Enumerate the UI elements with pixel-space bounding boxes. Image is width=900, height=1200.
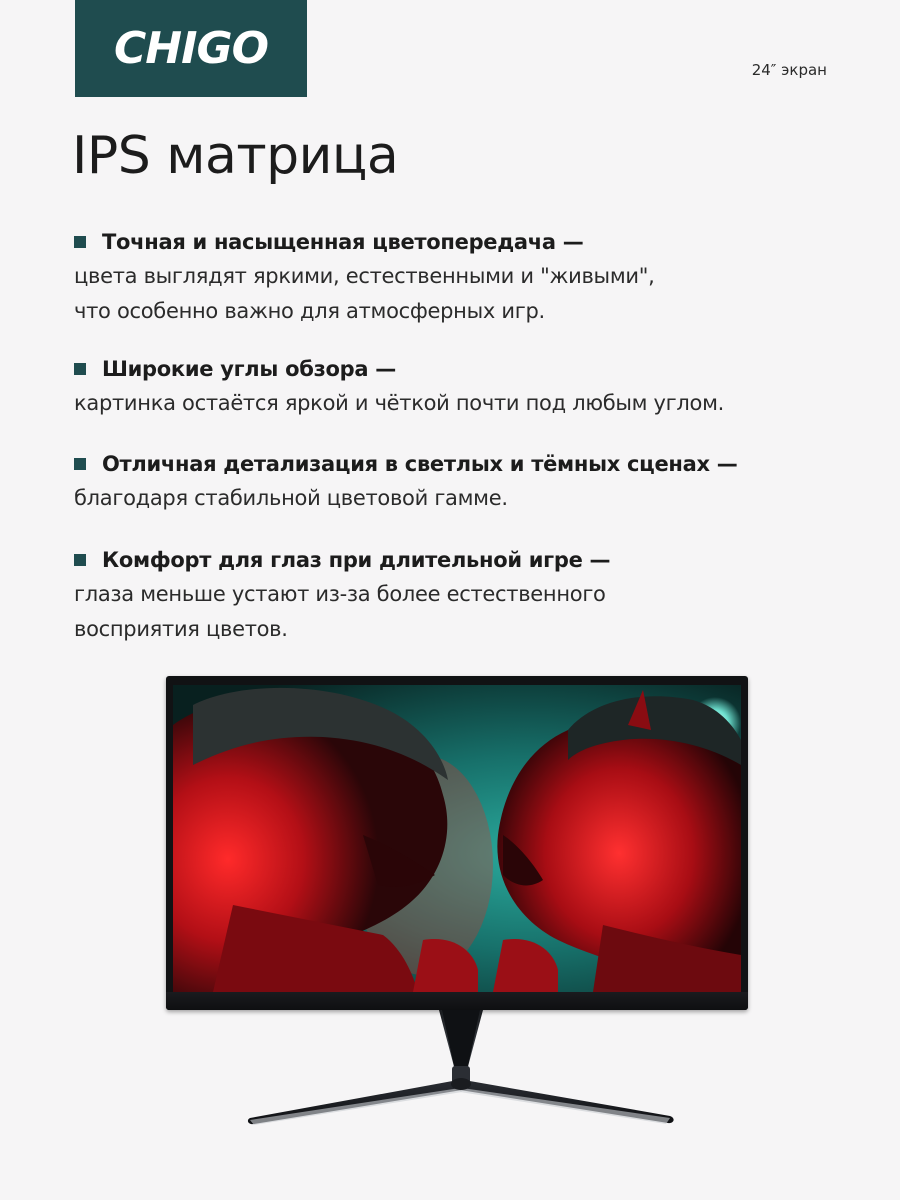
feature-title: Комфорт для глаз при длительной игре — bbox=[102, 548, 611, 572]
feature-title: Точная и насыщенная цветопередача — bbox=[102, 230, 584, 254]
feature-description-line: благодаря стабильной цветовой гамме. bbox=[74, 486, 508, 510]
feature-item bbox=[74, 225, 654, 329]
monitor-screen bbox=[173, 685, 741, 992]
brand-logo-text: CHIGO bbox=[113, 23, 268, 74]
feature-title: Широкие углы обзора — bbox=[102, 357, 396, 381]
feature-item bbox=[74, 352, 724, 421]
bullet-square-icon bbox=[74, 236, 86, 248]
page-title: IPS матрица bbox=[72, 126, 399, 186]
feature-description-line: глаза меньше устают из-за более естественного bbox=[74, 582, 606, 606]
game-artwork-illustration bbox=[173, 685, 741, 992]
bullet-square-icon bbox=[74, 363, 86, 375]
feature-item bbox=[74, 543, 610, 647]
feature-description-line: что особенно важно для атмосферных игр. bbox=[74, 299, 545, 323]
screen-size-label: 24″ экран bbox=[751, 61, 827, 79]
feature-title: Отличная детализация в светлых и тёмных сценах — bbox=[102, 452, 738, 476]
feature-item bbox=[74, 447, 737, 516]
feature-description-line: картинка остаётся яркой и чёткой почти под любым углом. bbox=[74, 391, 724, 415]
bullet-square-icon bbox=[74, 458, 86, 470]
brand-logo bbox=[75, 0, 307, 97]
feature-description-line: цвета выглядят яркими, естественными и "живыми", bbox=[74, 264, 655, 288]
bullet-square-icon bbox=[74, 554, 86, 566]
monitor-image bbox=[166, 676, 748, 1010]
monitor-stand bbox=[246, 1008, 676, 1133]
feature-description-line: восприятия цветов. bbox=[74, 617, 288, 641]
